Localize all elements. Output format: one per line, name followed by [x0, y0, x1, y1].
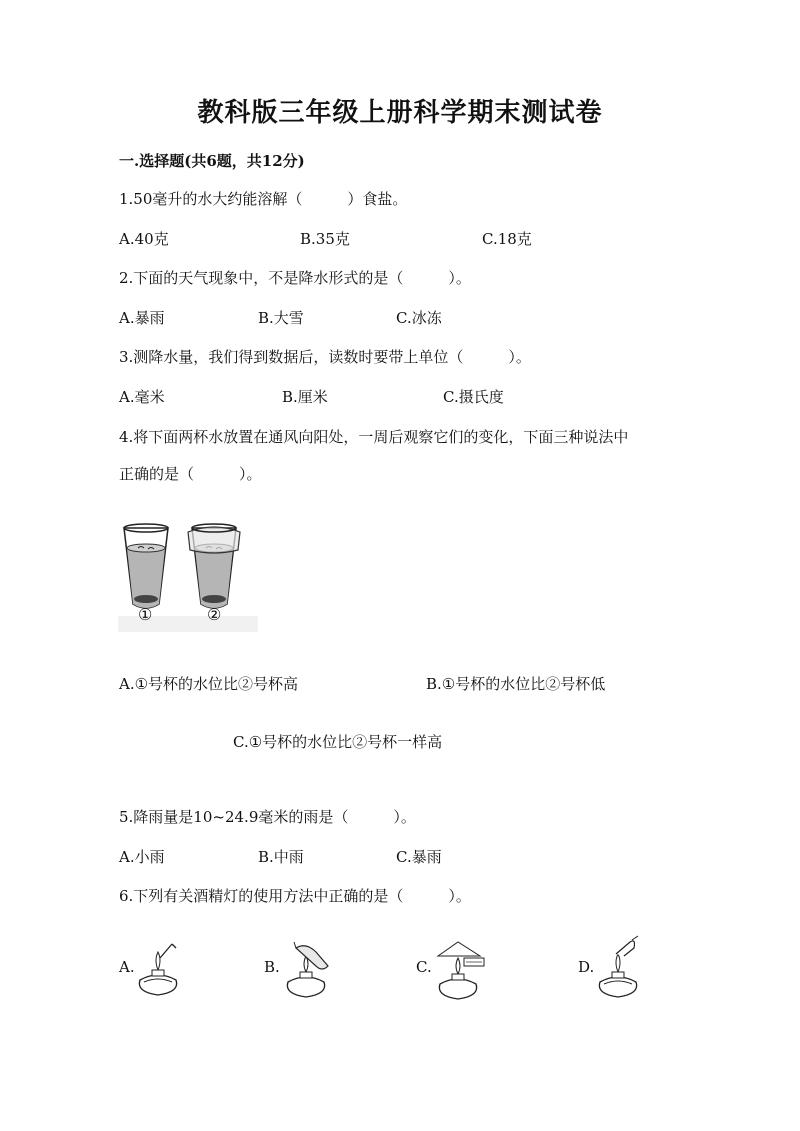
question-5-option-a: A.小雨 [119, 848, 165, 866]
question-2-option-b: B.大雪 [258, 309, 304, 327]
question-1-option-c: C.18克 [482, 230, 532, 248]
cup-2 [188, 524, 240, 608]
alcohol-lamp-c-icon [432, 936, 492, 1000]
question-4-option-b: B.①号杯的水位比②号杯低 [426, 675, 606, 693]
question-3-option-b: B.厘米 [282, 388, 328, 406]
question-6-stem: 6.下列有关酒精灯的使用方法中正确的是（ ）。 [119, 887, 471, 905]
question-1-option-b: B.35克 [300, 230, 350, 248]
question-6-option-b: B. [264, 958, 280, 976]
question-4-option-c: C.①号杯的水位比②号杯一样高 [233, 733, 443, 751]
question-5-option-c: C.暴雨 [396, 848, 442, 866]
page-title: 教科版三年级上册科学期末测试卷 [197, 98, 603, 128]
question-5-option-b: B.中雨 [258, 848, 304, 866]
question-3-option-c: C.摄氏度 [443, 388, 504, 406]
question-6-option-a: A. [119, 958, 135, 976]
cup-1-label: ① [138, 605, 153, 624]
question-2-option-a: A.暴雨 [119, 309, 165, 327]
alcohol-lamp-a-icon [134, 940, 182, 998]
question-2-stem: 2.下面的天气现象中，不是降水形式的是（ ）。 [119, 269, 471, 287]
cup-2-label: ② [207, 605, 222, 624]
question-2-option-c: C.冰冻 [396, 309, 442, 327]
question-3-option-a: A.毫米 [119, 388, 165, 406]
question-4-stem-line-1: 4.将下面两杯水放置在通风向阳处，一周后观察它们的变化，下面三种说法中 [119, 428, 629, 446]
question-5-stem: 5.降雨量是10~24.9毫米的雨是（ ）。 [119, 808, 416, 826]
question-3-stem: 3.测降水量，我们得到数据后，读数时要带上单位（ ）。 [119, 348, 531, 366]
alcohol-lamp-b-icon [282, 938, 334, 1000]
question-6-option-d: D. [578, 958, 595, 976]
cup-1 [124, 524, 168, 608]
question-4-stem-line-2: 正确的是（ ）。 [119, 465, 262, 483]
alcohol-lamp-d-icon [594, 934, 644, 998]
question-1-option-a: A.40克 [119, 230, 169, 248]
question-6-option-c: C. [416, 958, 432, 976]
question-4-option-a: A.①号杯的水位比②号杯高 [119, 675, 299, 693]
question-1-stem: 1.50毫升的水大约能溶解（ ）食盐。 [119, 190, 408, 208]
section-heading: 一.选择题(共6题，共12分) [119, 152, 305, 170]
